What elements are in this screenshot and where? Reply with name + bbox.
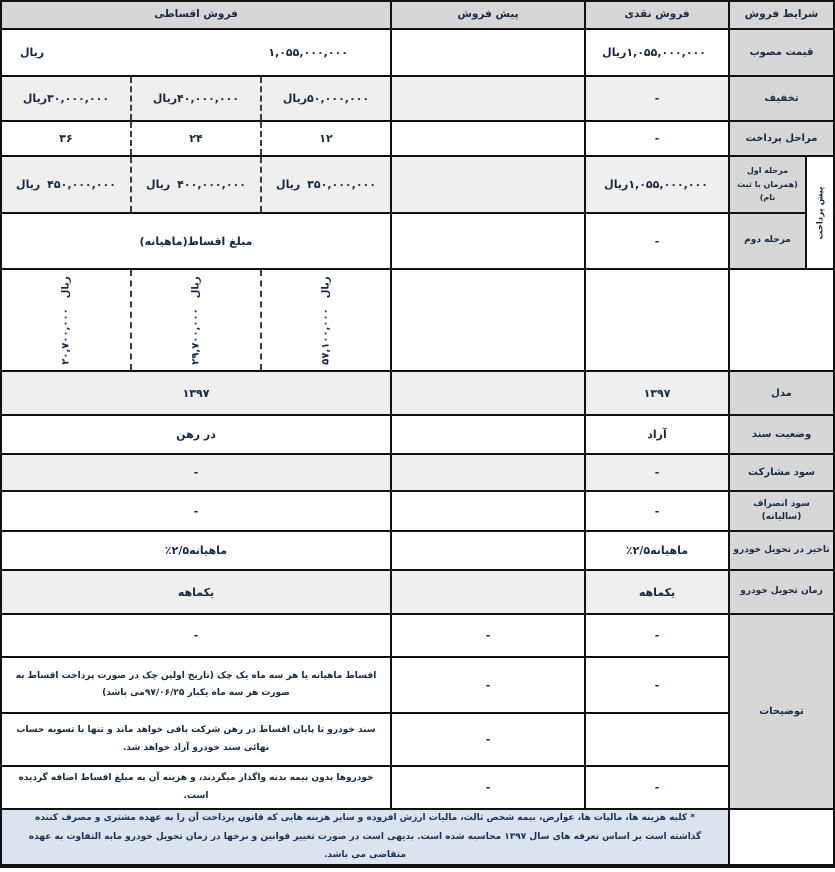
header-presale: پیش فروش xyxy=(392,2,584,28)
rial-unit: ریال xyxy=(22,92,48,105)
stage1-12mo xyxy=(260,157,390,212)
delivery-delay-cash xyxy=(586,532,728,569)
cancellation-profit-cash: - xyxy=(586,492,728,530)
delivery-delay-cash-value: ٪۲/۵ماهیانه xyxy=(625,544,689,557)
note3-installment: سند خودرو تا پایان اقساط در رهن شرکت باقی خواهد ماند و تنها با تسویه حساب نهائی سند خودرو آزاد خواهد شد. xyxy=(2,714,390,765)
payment-stages-presale xyxy=(392,122,584,155)
rial-unit: ریال xyxy=(604,178,629,191)
prepayment-strip-label: پیش پرداخت xyxy=(814,186,825,239)
payment-stages-installment xyxy=(2,122,390,155)
document-status-label: وضعیت سند xyxy=(730,416,833,453)
stages-24-value: ۲۴ xyxy=(189,132,203,145)
delivery-delay-installment xyxy=(2,532,390,569)
stages-24 xyxy=(130,122,260,155)
footnote-text: * کلیه هزینه ها، مالیات ها، عوارض، بیمه شخص ثالث، مالیات ارزش افزوده و سایر هزینه هایی که قانون پرداخت آن را به عهده مشتری و مصرف کننده گذاشته است بر اساس تعرفه های سال ۱۳۹۷ محاسبه شده است. بدیهی است در صورت تغییر قوانین و نرخها در زمان تحویل خودرو مابه التفاوت به عهده متقاضی می باشد. xyxy=(2,810,728,864)
approved-price-presale xyxy=(392,30,584,75)
model-label: مدل xyxy=(730,372,833,414)
monthly-36mo xyxy=(2,270,130,370)
header-cash-sale: فروش نقدی xyxy=(586,2,728,28)
model-installment: ۱۳۹۷ xyxy=(2,372,390,414)
model-cash: ۱۳۹۷ xyxy=(586,372,728,414)
approved-price-cash-value: ۱,۰۵۵,۰۰۰,۰۰۰ xyxy=(626,46,706,59)
note4-cash: - xyxy=(586,767,728,808)
participation-profit-label: سود مشارکت xyxy=(730,455,833,490)
prepayment-stage2-label: مرحله دوم xyxy=(730,214,805,268)
prepayment-stage2-presale xyxy=(392,214,584,268)
note2-cash: - xyxy=(586,658,728,712)
footer-corner-cell xyxy=(730,810,833,864)
note1-cash: - xyxy=(586,615,728,656)
note1-presale: - xyxy=(392,615,584,656)
monthly-24mo-value: ۲۹,۷۰۰,۰۰۰ xyxy=(190,307,202,365)
cancellation-profit-installment: - xyxy=(2,492,390,530)
note3-presale: - xyxy=(392,714,584,765)
model-presale xyxy=(392,372,584,414)
delivery-delay-installment-value: ٪۲/۵ماهیانه xyxy=(164,544,228,557)
rial-unit: ریال xyxy=(282,92,308,105)
delivery-delay-label: تاخیر در تحویل خودرو xyxy=(730,532,833,569)
monthly-amounts-labelcell xyxy=(730,270,833,370)
monthly-amounts-cash xyxy=(586,270,728,370)
participation-profit-presale xyxy=(392,455,584,490)
document-status-presale xyxy=(392,416,584,453)
rial-unit: ریال xyxy=(146,178,171,191)
monthly-24mo xyxy=(130,270,260,370)
delivery-time-presale xyxy=(392,571,584,613)
approved-price-installment xyxy=(2,30,390,75)
note4-installment: خودروها بدون بیمه بدنه واگذار میگردند، و هزینه آن به مبلغ اقساط اضافه گردیده است. xyxy=(2,767,390,808)
notes-label: توضیحات xyxy=(730,615,833,808)
approved-price-label: قیمت مصوب xyxy=(730,30,833,75)
approved-price-cash xyxy=(586,30,728,75)
participation-profit-cash: - xyxy=(586,455,728,490)
header-conditions: شرایط فروش xyxy=(730,2,833,28)
discount-24mo-value: ۴۰,۰۰۰,۰۰۰ xyxy=(177,92,240,105)
delivery-time-installment: یکماهه xyxy=(2,571,390,613)
monthly-12mo-value: ۵۷,۱۰۰,۰۰۰ xyxy=(320,307,332,365)
rial-unit: ریال xyxy=(602,46,627,59)
prepayment-stage1-cash xyxy=(586,157,728,212)
stages-12 xyxy=(260,122,390,155)
monthly-36mo-value: ۲۰,۷۰۰,۰۰۰ xyxy=(60,307,72,365)
stage1-36mo-value: ۴۵۰,۰۰۰,۰۰۰ xyxy=(47,178,116,191)
prepayment-strip xyxy=(807,157,833,268)
prepayment-stage1-presale xyxy=(392,157,584,212)
note2-presale: - xyxy=(392,658,584,712)
approved-price-installment-value: ۱,۰۵۵,۰۰۰,۰۰۰ xyxy=(268,46,348,59)
cancellation-profit-presale xyxy=(392,492,584,530)
discount-label: تخفیف xyxy=(730,77,833,120)
participation-profit-installment: - xyxy=(2,455,390,490)
rial-unit: ریال xyxy=(60,275,72,298)
delivery-time-cash: یکماهه xyxy=(586,571,728,613)
cancellation-profit-label: سود انصراف (سالیانه) xyxy=(730,492,833,530)
monthly-12mo-rotated xyxy=(321,276,332,364)
note2-installment: اقساط ماهیانه یا هر سه ماه یک چک (تاریخ اولین چک در صورت پرداخت اقساط به صورت هر سه ماه یکبار ۹۷/۰۶/۲۵می باشد) xyxy=(2,658,390,712)
prepayment-stage2-cash: - xyxy=(586,214,728,268)
discount-36mo xyxy=(2,77,130,120)
stages-12-value: ۱۲ xyxy=(319,132,333,145)
prepayment-stage1-label: مرحله اول (همزمان با ثبت نام) xyxy=(730,157,805,212)
stage1-24mo xyxy=(130,157,260,212)
monthly-36mo-rotated xyxy=(61,276,72,364)
document-status-cash: آزاد xyxy=(586,416,728,453)
discount-12mo xyxy=(260,77,390,120)
prepayment-stage2-installment: مبلغ اقساط(ماهیانه) xyxy=(2,214,390,268)
monthly-12mo xyxy=(260,270,390,370)
discount-presale xyxy=(392,77,584,120)
rial-unit: ریال xyxy=(152,92,178,105)
stage1-24mo-value: ۴۰۰,۰۰۰,۰۰۰ xyxy=(177,178,246,191)
monthly-amounts-presale xyxy=(392,270,584,370)
rial-unit: ریال xyxy=(20,46,45,59)
discount-12mo-value: ۵۰,۰۰۰,۰۰۰ xyxy=(307,92,370,105)
rial-unit: ریال xyxy=(276,178,301,191)
discount-24mo xyxy=(130,77,260,120)
payment-stages-label: مراحل پرداخت xyxy=(730,122,833,155)
stages-36-value: ۳۶ xyxy=(59,132,73,145)
rial-unit: ریال xyxy=(16,178,41,191)
delivery-delay-presale xyxy=(392,532,584,569)
prepayment-stage1-installment xyxy=(2,157,390,212)
prepayment-stage1-cash-value: ۱,۰۵۵,۰۰۰,۰۰۰ xyxy=(628,178,708,191)
document-status-installment: در رهن xyxy=(2,416,390,453)
stage1-36mo xyxy=(2,157,130,212)
note4-presale: - xyxy=(392,767,584,808)
rial-unit: ریال xyxy=(190,275,202,298)
payment-stages-cash: - xyxy=(586,122,728,155)
delivery-time-label: زمان تحویل خودرو xyxy=(730,571,833,613)
discount-installment xyxy=(2,77,390,120)
stages-36 xyxy=(2,122,130,155)
monthly-24mo-rotated xyxy=(191,276,202,364)
note3-cash xyxy=(586,714,728,765)
discount-36mo-value: ۳۰,۰۰۰,۰۰۰ xyxy=(47,92,110,105)
monthly-amounts-installment xyxy=(2,270,390,370)
rial-unit: ریال xyxy=(320,275,332,298)
note1-installment: - xyxy=(2,615,390,656)
header-installment-sale: فروش اقساطی xyxy=(2,2,390,28)
stage1-12mo-value: ۳۵۰,۰۰۰,۰۰۰ xyxy=(307,178,376,191)
discount-cash: - xyxy=(586,77,728,120)
